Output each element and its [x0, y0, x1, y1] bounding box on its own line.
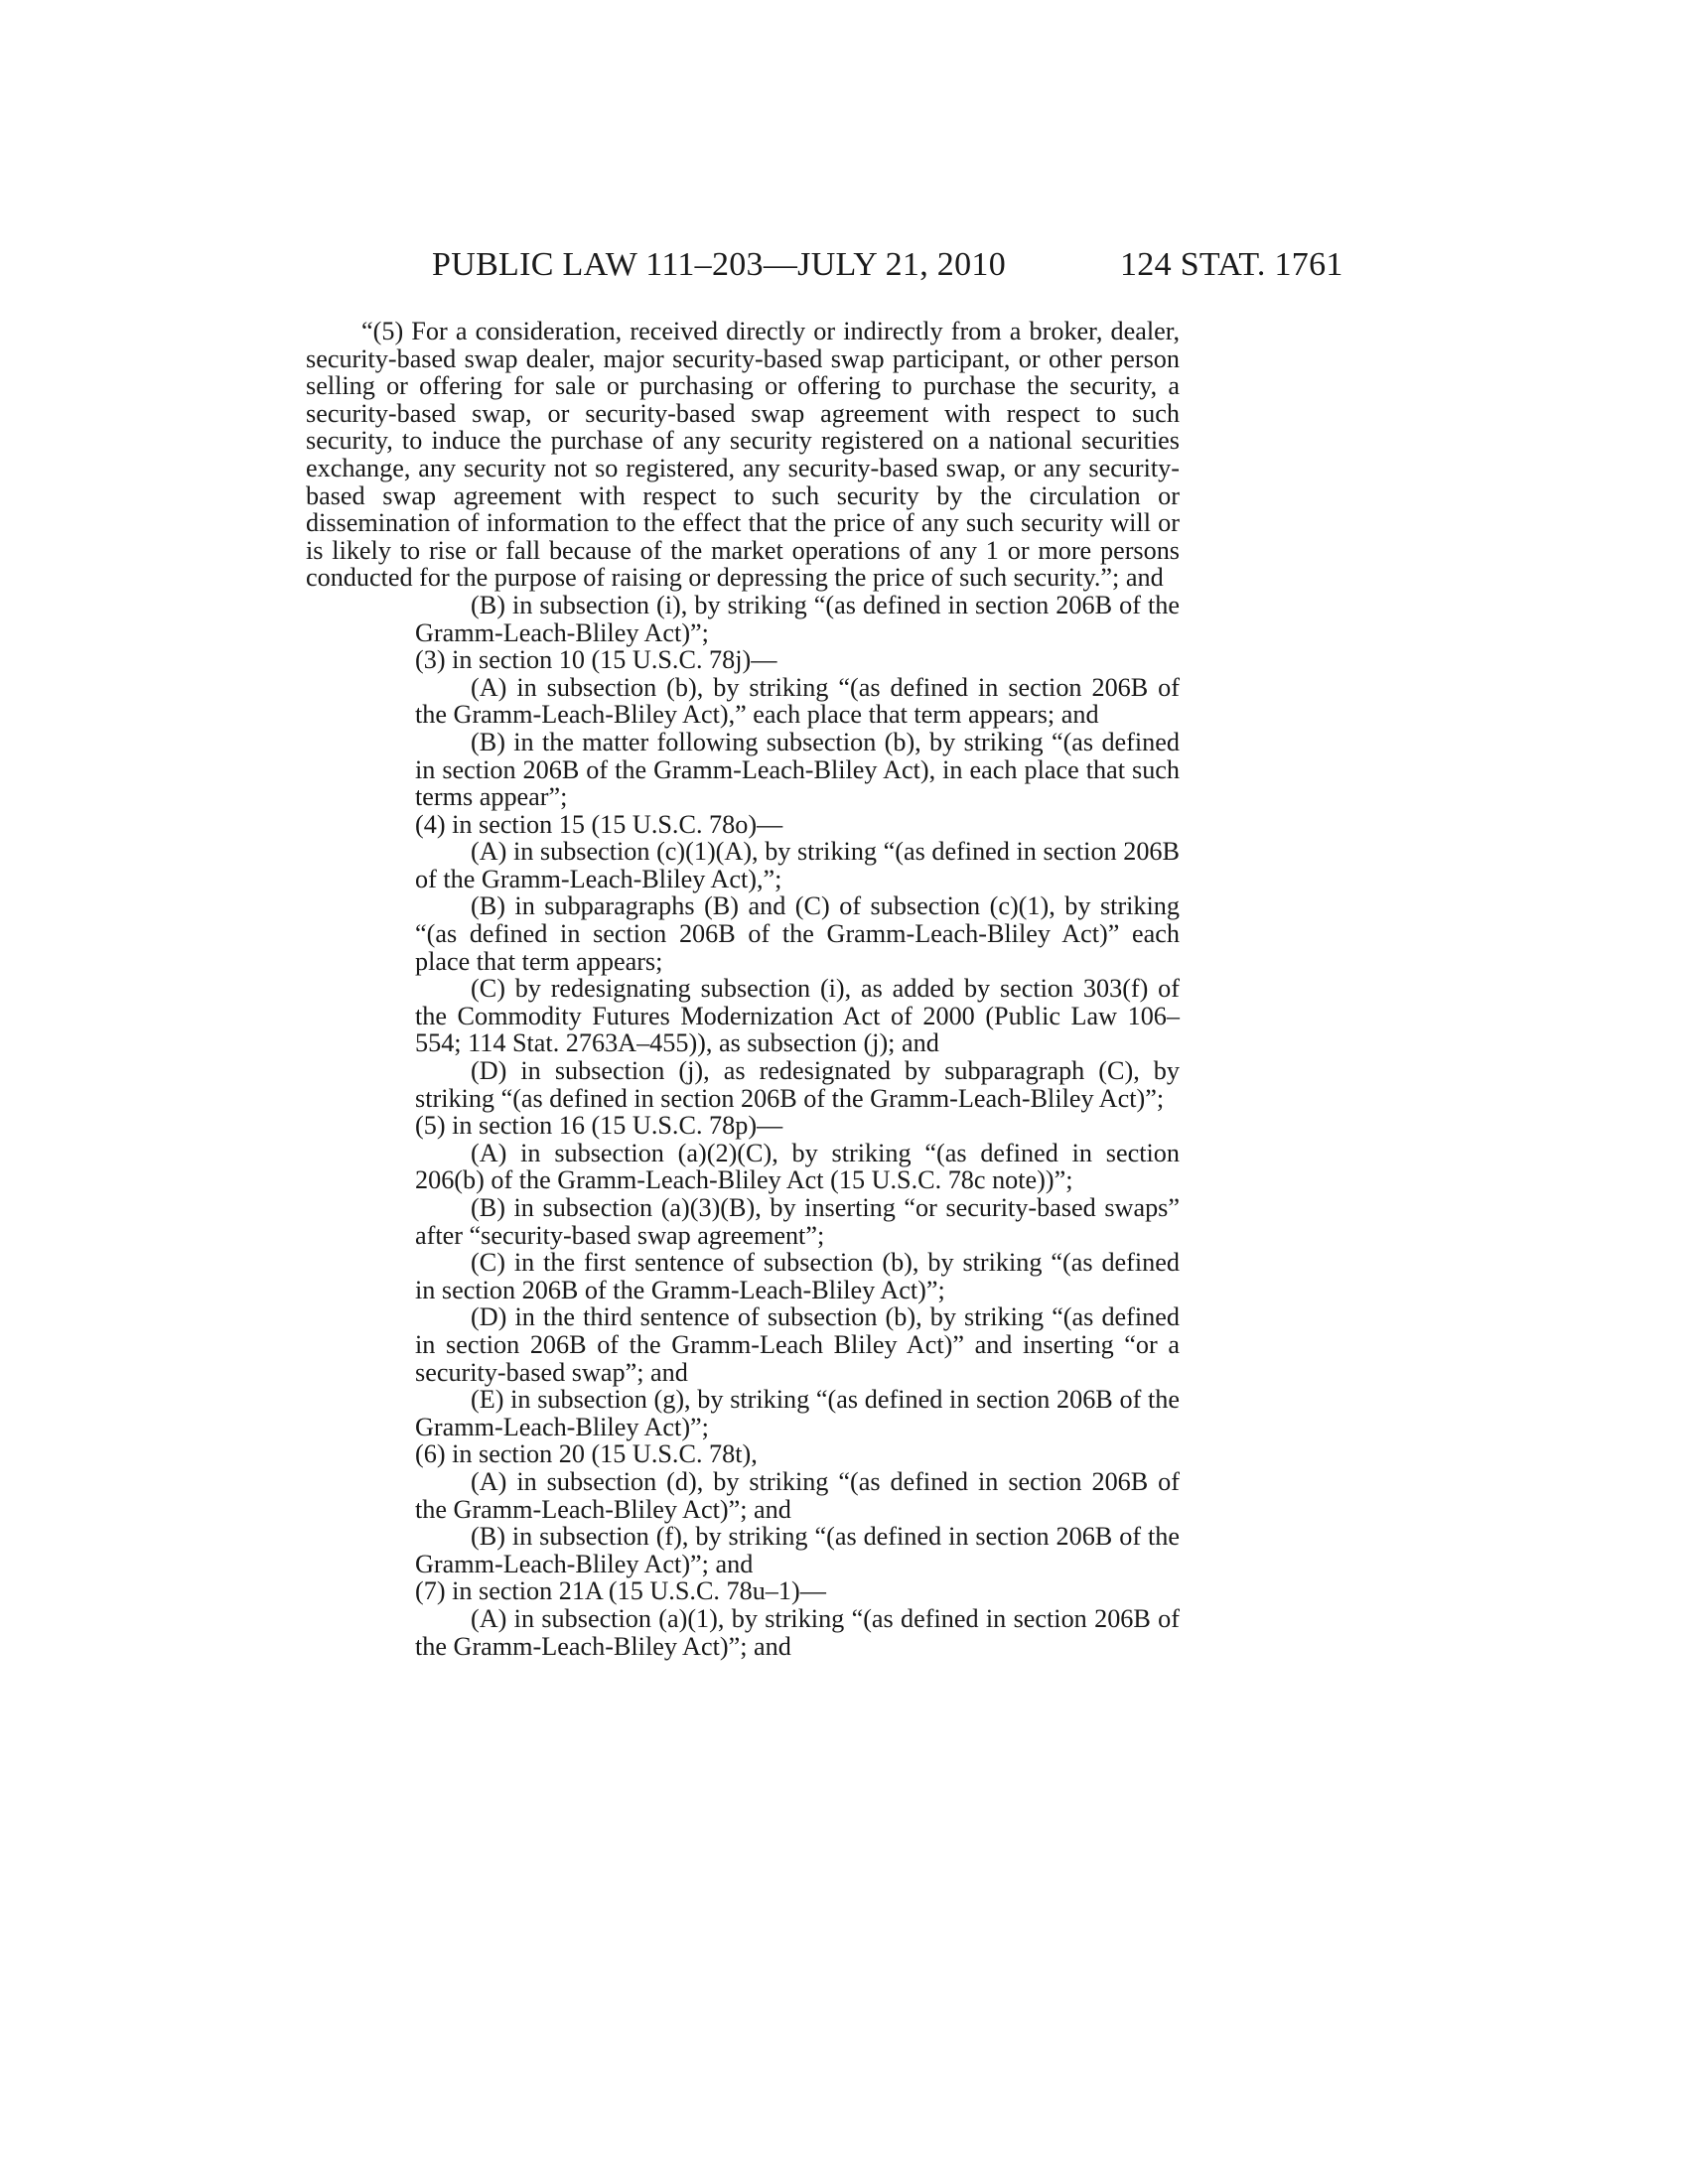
paragraph-5: (5) in section 16 (15 U.S.C. 78p)—	[415, 1111, 783, 1141]
subparagraph-4-a: (A) in subsection (c)(1)(A), by striking “(as defined in section 206B of the Gramm-Leach-Bliley Act),”;	[415, 837, 1180, 893]
subparagraph-4-d: (D) in subsection (j), as redesignated by subparagraph (C), by striking “(as defined in section 206B of the Gramm-Leach-Bliley Act)”;	[415, 1056, 1180, 1113]
subparagraph-3-b: (B) in the matter following subsection (b), by striking “(as defined in section 206B of the Gramm-Leach-Bliley Act), in each place that such terms appear”;	[415, 727, 1180, 812]
quoted-paragraph-5: “(5) For a consideration, received directly or indirectly from a broker, dealer, security-based swap dealer, major security-based swap participant, or other person selling or offering for sale or purchasing or offering to purchase the security, a security-based swap, or security-based swap agreement with respect to such security, to induce the purchase of any security registered on a national securities exchange, any security not so registered, any security-based swap, or any security-based swap agreement with respect to such security by the circulation or dissemination of information to the effect that the price of any such security will or is likely to rise or fall because of the market operations of any 1 or more persons conducted for the purpose of raising or depressing the price of such security.”; and	[306, 317, 1180, 593]
body-text	[306, 318, 1180, 1660]
subparagraph-5-c: (C) in the first sentence of subsection (b), by striking “(as defined in section 206B of the Gramm-Leach-Bliley Act)”;	[415, 1248, 1180, 1304]
paragraph-7: (7) in section 21A (15 U.S.C. 78u–1)—	[415, 1576, 826, 1606]
subparagraph-7-a: (A) in subsection (a)(1), by striking “(as defined in section 206B of the Gramm-Leach-Bliley Act)”; and	[415, 1603, 1180, 1661]
subparagraph-2-b: (B) in subsection (i), by striking “(as defined in section 206B of the Gramm-Leach-Bliley Act)”;	[415, 590, 1180, 647]
subparagraph-6-b: (B) in subsection (f), by striking “(as defined in section 206B of the Gramm-Leach-Bliley Act)”; and	[415, 1522, 1180, 1578]
subparagraph-3-a: (A) in subsection (b), by striking “(as defined in section 206B of the Gramm-Leach-Bliley Act),” each place that term appears; and	[415, 672, 1180, 730]
paragraph-4: (4) in section 15 (15 U.S.C. 78o)—	[415, 809, 783, 839]
subparagraph-5-a: (A) in subsection (a)(2)(C), by striking “(as defined in section 206(b) of the Gramm-Leach-Bliley Act (15 U.S.C. 78c note))”;	[415, 1138, 1180, 1195]
statute-page-number: 124 STAT. 1761	[1120, 246, 1343, 283]
subparagraph-4-b: (B) in subparagraphs (B) and (C) of subsection (c)(1), by striking “(as defined in section 206B of the Gramm-Leach-Bliley Act)” each place that term appears;	[415, 891, 1180, 976]
subparagraph-5-d: (D) in the third sentence of subsection (b), by striking “(as defined in section 206B of the Gramm-Leach Bliley Act)” and inserting “or a security-based swap”; and	[415, 1302, 1180, 1387]
subparagraph-4-c: (C) by redesignating subsection (i), as added by section 303(f) of the Commodity Futures Modernization Act of 2000 (Public Law 106–554; 114 Stat. 2763A–455)), as subsection (j); and	[415, 974, 1180, 1058]
subparagraph-5-b: (B) in subsection (a)(3)(B), by inserting “or security-based swaps” after “security-based swap agreement”;	[415, 1193, 1180, 1250]
subparagraph-6-a: (A) in subsection (d), by striking “(as defined in section 206B of the Gramm-Leach-Bliley Act)”; and	[415, 1466, 1180, 1524]
subparagraph-5-e: (E) in subsection (g), by striking “(as defined in section 206B of the Gramm-Leach-Bliley Act)”;	[415, 1385, 1180, 1441]
running-header-title: PUBLIC LAW 111–203—JULY 21, 2010	[432, 246, 1007, 283]
paragraph-3: (3) in section 10 (15 U.S.C. 78j)—	[415, 645, 777, 675]
paragraph-6: (6) in section 20 (15 U.S.C. 78t),	[415, 1439, 758, 1469]
